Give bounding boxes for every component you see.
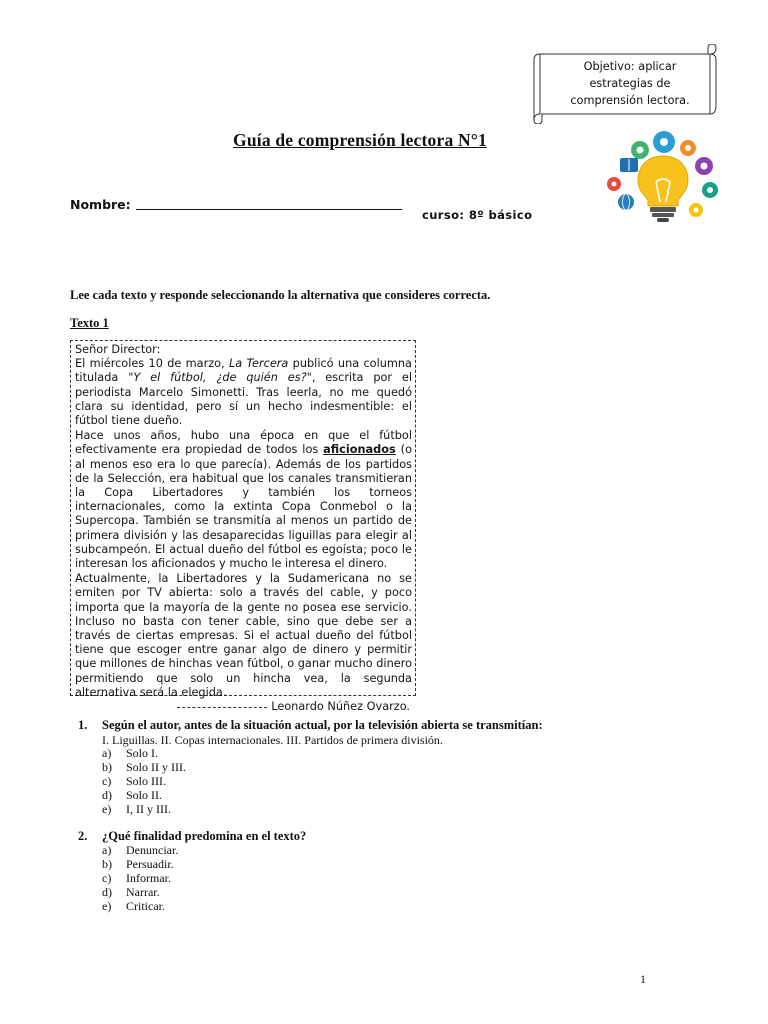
option-d[interactable]: d) Solo II. [102,788,162,802]
option-c[interactable]: c) Solo III. [102,774,166,788]
question-number: 2. [78,829,88,843]
objective-line: Objetivo: aplicar [583,60,677,73]
page-title: Guía de comprensión lectora N°1 [233,130,487,150]
instruction-text: Lee cada texto y responde seleccionando la alternativa que consideres correcta. [70,288,491,302]
letter-paragraph: Hace unos años, hubo una época en que el fútbol efectivamente era propiedad de todos los aficionados (o al menos eso era lo que parecía). Además de los partidos de la Selección, era habitual que los canales transmitieran la Copa Libertadores y también los torneos internacionales, como la extinta Copa Conmebol o la Supercopa. También se transmitía al menos un partido de primera división y las desaparecidas liguillas para elegir al subcampeón. El actual dueño del fútbol es egoísta; poco le interesan los aficionados y mucho le interesa el dinero. [75,429,412,571]
question-stem: Según el autor, antes de la situación actual, por la televisión abierta se transmitían: [102,718,543,732]
objective-text [550,58,710,109]
gear-icon [702,182,718,198]
option-d[interactable]: d) Narrar. [102,885,160,899]
letter-signature: Leonardo Núñez Ovarzo. [75,700,412,714]
option-b[interactable]: b) Persuadir. [102,857,174,871]
objective-line: comprensión lectora. [570,94,690,107]
question-2 [78,829,678,929]
highlighted-word: aficionados [323,443,396,457]
gear-icon [631,141,649,159]
option-b[interactable]: b) Solo II y III. [102,760,186,774]
gear-icon [680,140,696,156]
gear-icon [607,177,621,191]
question-number: 1. [78,718,88,732]
page-number: 1 [640,972,646,986]
question-1 [78,718,678,838]
name-blank-line[interactable] [136,209,402,210]
letter-greeting: Señor Director: [75,343,161,356]
option-a[interactable]: a) Solo I. [102,746,159,760]
option-e[interactable]: e) I, II y III. [102,802,171,816]
gear-icon [695,157,713,175]
book-icon [620,158,638,172]
objective-line: estrategias de [589,77,671,90]
name-label: Nombre: [70,197,131,212]
option-c[interactable]: c) Informar. [102,871,171,885]
objective-banner [530,44,722,124]
lightbulb-gears-illustration [604,128,722,224]
question-stem: ¿Qué finalidad predomina en el texto? [102,829,307,843]
gear-icon [689,203,703,217]
lightbulb-icon [638,156,688,222]
course-label: curso: 8º básico [422,208,533,222]
globe-icon [618,194,634,210]
question-statements: I. Liguillas. II. Copas internacionales. III. Partidos de primera división. [102,733,443,747]
letter-paragraph: Actualmente, la Libertadores y la Sudamericana no se emiten por TV abierta: solo a través del cable, y poco importa que la mayoría de la gente no posea ese servicio. Incluso no basta con tener cable, sino que debe ser a través de ciertas empresas. Si el actual dueño del fútbol tiene que escoger entre ganar algo de dinero y permitir que millones de hinchas vean fútbol, o ganar mucho dinero permitiendo que solo un hincha vea, la segunda alternativa será la elegida. [75,572,412,699]
text-label: Texto 1 [70,316,109,330]
letter-text-box [70,340,416,714]
option-e[interactable]: e) Criticar. [102,899,165,913]
gear-icon [653,131,675,153]
option-a[interactable]: a) Denunciar. [102,843,179,857]
letter-paragraph: El miércoles 10 de marzo, La Tercera publicó una columna titulada "Y el fútbol, ¿de quién es?", escrita por el periodista Marcelo Simonetti. Tras leerla, no me quedó clara su identidad, pero sí un hecho indesmentible: el fútbol tiene dueño. [75,357,412,428]
